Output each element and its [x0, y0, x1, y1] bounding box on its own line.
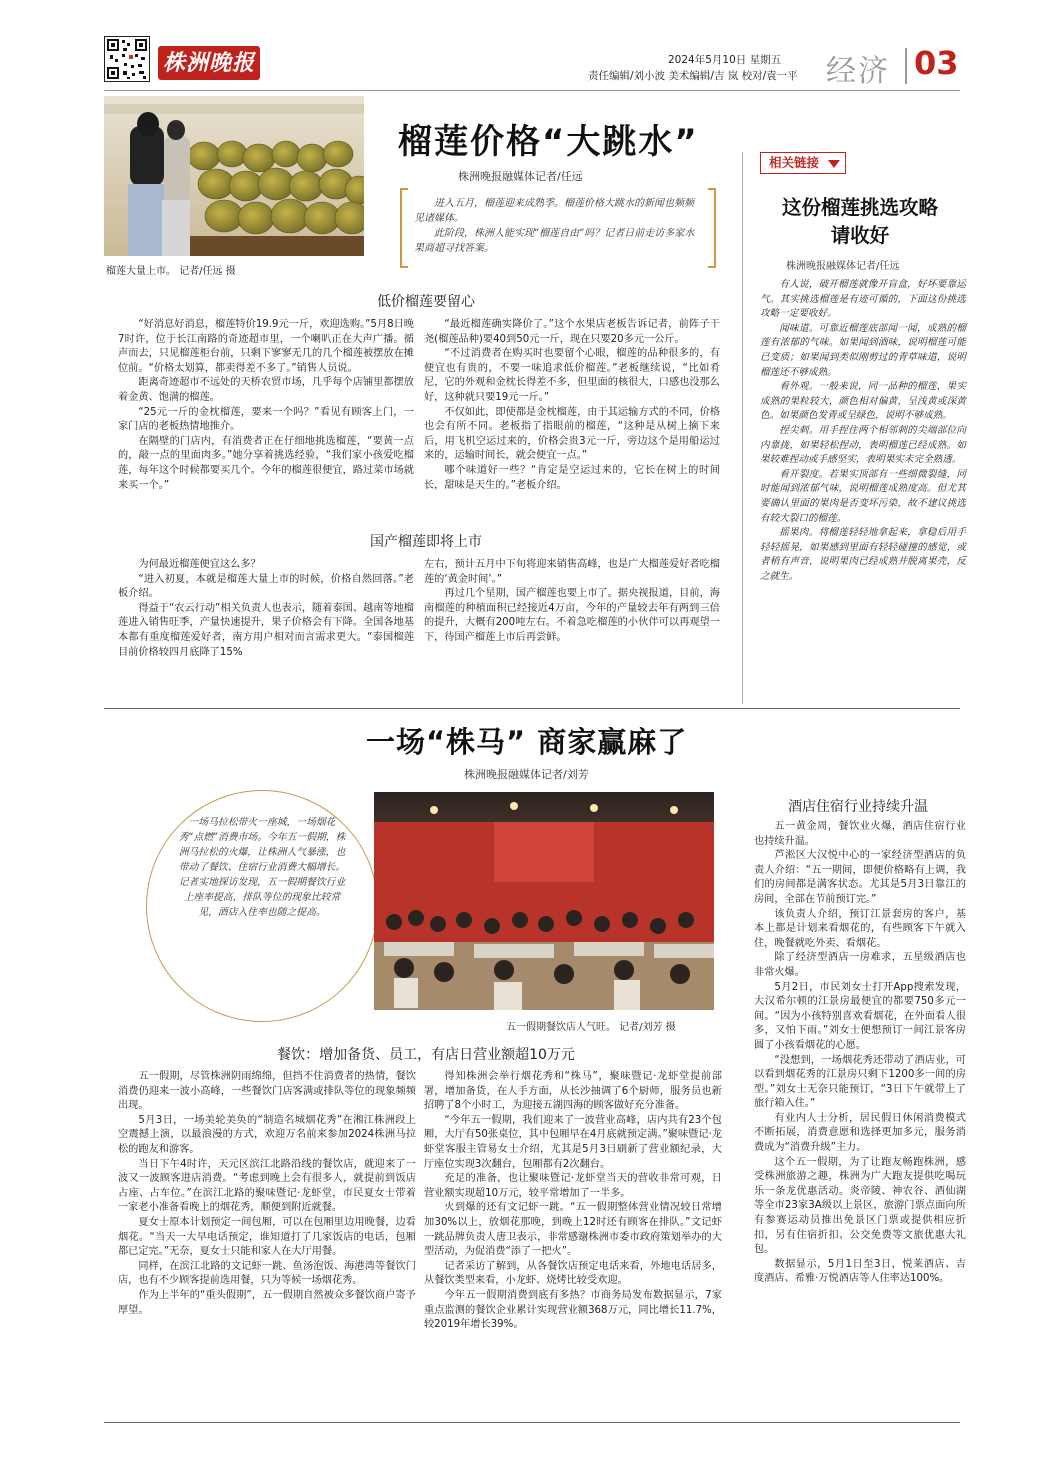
sidebar-tag	[760, 152, 846, 174]
paragraph: 不仅如此，即使都是金枕榴莲，由于其运输方式的不同，价格也会有所不同。老板指了指眼前的榴莲，“这种是从树上摘下来后，用飞机空运过来的，价格会贵3元一斤，旁边这个是用船运过来的，运输时间长，就会便宜一点。”	[424, 406, 720, 462]
article2-lead: 一场马拉松带火一座城，一场烟花秀“点燃”消费市场。今年五一假期，株洲马拉松的火爆，让株洲人气暴涨，也带动了餐饮、住宿行业消费大幅增长。记者实地探访发现，五一假期餐饮行业上座率提高，排队等位的现象比较常见，酒店入住率也随之提高。	[178, 817, 346, 918]
article2-byline: 株洲晚报融媒体记者/刘芳	[464, 768, 589, 781]
paragraph: 芦淞区大汉悦中心的一家经济型酒店的负责人介绍：“五一期间，即便价格略有上调，我们的房间都是满客状态。尤其是5月3日靠江的房间，全部在节前预订完。”	[754, 850, 966, 905]
paragraph: 为何最近榴莲便宜这么多？	[138, 559, 261, 570]
restaurant-photo	[374, 792, 714, 1010]
masthead-text: 株洲晚报	[162, 50, 255, 76]
durian-photo	[104, 96, 364, 256]
paragraph: 有业内人士分析，居民假日休闲消费模式不断拓展，消费意愿和选择更加多元，服务消费成为“消费升级”主力。	[754, 1112, 966, 1154]
article2-lead-circle	[146, 790, 378, 1022]
article2-col1	[118, 1070, 416, 1318]
paragraph: 当日下午4时许，天元区滨江北路沿线的餐饮店，就迎来了一波又一波顾客进店消费。“考虑到晚上会有很多人，就提前到饭店占座、占车位。”在滨江北路的聚味暨记·龙虾堂，市民夏女士带着一家老小准备看晚上的烟花秀，顺便到附近就餐。	[118, 1158, 416, 1214]
article1-col2	[424, 318, 720, 493]
paragraph: 左右，预计五月中下旬将迎来销售高峰，也是广大榴莲爱好者吃榴莲的‘黄金时间’。”	[424, 559, 720, 585]
article1-byline: 株洲晚报融媒体记者/任远	[458, 170, 583, 183]
footer-rule	[104, 1422, 960, 1423]
lead-bracket-right	[708, 188, 716, 268]
paragraph: 闻味道。可靠近榴莲底部闻一闻，成熟的榴莲有浓郁的气味。如果闻到酒味，说明榴莲可能已变质；如果闻到类似刚剪过的青草味道，说明榴莲还不够成熟。	[760, 322, 966, 378]
article1-lead	[414, 196, 700, 256]
section-catering-title: 餐饮：增加备货、员工，有店日营业额超10万元	[277, 1047, 575, 1063]
paragraph: 看外观。一般来说，同一品种的榴莲，果实成熟的果粒较大，颜色相对偏黄，呈浅黄或深黄色。如果颜色发青或呈绿色，说明不够成熟。	[760, 381, 966, 422]
paragraph: 作为上半年的“重头假期”，五一假期自然被众多餐饮商户寄予厚望。	[118, 1289, 416, 1316]
sidebar-body	[760, 278, 966, 584]
paragraph: 今年五一假期消费到底有多热？市商务局发布数据显示，7家重点监测的餐饮企业累计实现营业额368万元，同比增长11.7%，较2019年增长39%。	[424, 1289, 722, 1331]
editor-credits: 责任编辑/刘小波 美术编辑/吉 岚 校对/袁一平	[588, 70, 798, 82]
restaurant-photo-caption: 五一假期餐饮店人气旺。 记者/刘芳 摄	[506, 1022, 676, 1033]
article1-col4	[424, 558, 720, 646]
paragraph: 夏女士原本计划预定一间包厢，可以在包厢里边用晚餐，边看烟花。“当天一大早电话预定，谁知道打了几家饭店的电话，包厢都已定完。”无奈，夏女士只能和家人在大厅用餐。	[118, 1216, 416, 1258]
page-number: 03	[914, 44, 959, 82]
paragraph: 哪个味道好一些？“肯定是空运过来的，它长在树上的时间长，甜味是天生的。”老板介绍。	[424, 464, 720, 491]
sidebar-tag-text: 相关链接	[769, 155, 820, 170]
sidebar-byline: 株洲晚报融媒体记者/任远	[786, 261, 900, 272]
paragraph: 摇果肉。将榴莲轻轻地拿起来，拿稳后用手轻轻摇晃，如果感到里面有轻轻碰撞的感觉，或者稍有声音，说明果肉已经成熟并脱离果壳，反之就生。	[760, 527, 966, 582]
article1-title: 榴莲价格“大跳水”	[398, 122, 699, 162]
paragraph: 得知株洲会举行烟花秀和“株马”，聚味暨记·龙虾堂提前部署，增加备货，在人手方面，从长沙抽调了6个厨师，服务员也新招聘了8个小时工，为迎接五湖四海的顾客做好充分准备。	[424, 1071, 722, 1112]
paragraph: 5月2日，市民刘女士打开App搜索发现，大汉希尔顿的江景房最便宜的都要750多元一间。“因为小孩特别喜欢看烟花，在外面看人很多，又怕下雨。”刘女士便想预订一间江景客房圆了小孩看烟花的心愿。	[754, 981, 966, 1051]
sidebar-title-line: 这份榴莲挑选攻略	[781, 196, 938, 219]
article2-col3	[754, 820, 966, 1287]
paragraph: 记者采访了解到，从各餐饮店预定电话来看，外地电话居多，从餐饮类型来看，小龙虾、烧烤比较受欢迎。	[424, 1260, 722, 1287]
paragraph: 在隔壁的门店内，有消费者正在仔细地挑选榴莲，“要黄一点的，敲一点的里面肉多。”她分享着挑选经验，“我们家小孩爱吃榴莲，每年这个时候都要买几个。今年的榴莲很便宜，路过菜市场就来买一个。”	[118, 435, 414, 491]
lead-paragraph: 进入五月，榴莲迎来成熟季。榴莲价格大跳水的新闻也频频见诸媒体。	[414, 198, 694, 224]
paragraph: 有人说，破开榴莲就像开盲盒，好坏要靠运气。其实挑选榴莲是有迹可循的，下面这份挑选攻略一定要收好。	[760, 279, 966, 320]
article1-col3	[118, 558, 414, 660]
paragraph: 充足的准备，也让聚味暨记·龙虾堂当天的营收非常可观，日营业额实现超10万元，较平常增加了一半多。	[424, 1173, 722, 1199]
paragraph: “25元一斤的金枕榴莲，要来一个吗？”看见有顾客上门，一家门店的老板热情地推介。	[118, 406, 414, 433]
paragraph: “进入初夏，本就是榴莲大量上市的时候，价格自然回落。”老板介绍。	[118, 573, 414, 600]
paragraph: “最近榴莲确实降价了。”这个水果店老板告诉记者，前阵子干尧(榴莲品种)要40到50元一斤，现在只要20多元一公斤。	[424, 319, 720, 345]
section-hotel-title: 酒店住宿行业持续升温	[788, 799, 928, 815]
paragraph: “今年五一假期，我们迎来了一波营业高峰，店内共有23个包厢，大厅有50张桌位，其中包厢早在4月底就预定满。”聚味暨记·龙虾堂客服主管易女士介绍，尤其是5月3日刷新了营业额纪录，大厅座位实现3次翻台，包厢都有2次翻台。	[424, 1114, 722, 1170]
section-name: 经济	[826, 54, 890, 89]
paragraph: 捏尖刺。用手捏住两个相邻刺的尖端部位向内靠拢，如果轻松捏动，表明榴莲已经成熟。如果较难捏动或手感坚实，表明果实未完全熟透。	[760, 424, 966, 466]
paragraph: 五一假期，尽管株洲阴雨绵绵，但挡不住消费者的热情，餐饮消费仍迎来一波小高峰，一些餐饮门店客满或排队等位的现象频频出现。	[118, 1071, 416, 1112]
sidebar-title	[754, 194, 966, 250]
article1-col1	[118, 318, 414, 493]
paragraph: 该负责人介绍，预订江景套房的客户，基本上都是计划来看烟花的，有些顾客下午就入住，晚餐就吃外卖、看烟花。	[754, 908, 966, 949]
paragraph: 除了经济型酒店一房难求，五星级酒店也非常火爆。	[754, 952, 966, 978]
paragraph: 火到爆的还有文记虾一跳。“五一假期整体营业情况较日常增加30%以上，放烟花那晚，到晚上12时还有顾客在排队。”文记虾一跳品牌负责人唐卫表示，非常感谢株洲市委市政府策划举办的大型活动，为促消费“添了一把火”。	[424, 1202, 722, 1258]
masthead-logo	[158, 46, 260, 80]
lead-bracket-left	[400, 188, 408, 268]
paragraph: 数据显示，5月1日至3日，悦莱酒店、吉度酒店、希雅·万悦酒店等人住率达100%。	[754, 1258, 966, 1285]
paragraph: 距离奇迹超市不远处的天桥农贸市场，几乎每个店铺里都摆放着金黄、饱满的榴莲。	[118, 377, 414, 403]
durian-photo-caption: 榴莲大量上市。 记者/任远 摄	[106, 266, 236, 277]
section-divider	[905, 48, 907, 84]
article2-title: 一场“株马” 商家赢麻了	[366, 725, 688, 759]
paragraph: 这个五一假期，为了让跑友畅跑株洲，感受株洲旅游之趣，株洲为广大跑友提供吃喝玩乐一条龙优惠活动。炎帝陵、神农谷、酒仙湖等全市23家3A级以上景区，旅游门票点面向所有参赛运动员推出免景区门票或提供相应折扣，另有住宿折扣、公交免费等文旅优惠大礼包。	[754, 1156, 966, 1256]
article-separator	[104, 708, 960, 709]
section-low-price-title: 低价榴莲要留心	[377, 294, 475, 310]
paragraph: “不过消费者在购买时也要留个心眼，榴莲的品种很多的，有便宜也有贵的，不要一味追求低价榴莲。”老板继续说，“比如肴尼，它的外观和金枕长得差不多，但里面的核很大，口感也没那么好，这种就只要19元一斤。”	[424, 348, 720, 403]
paragraph: 同样，在滨江北路的文记虾一跳、鱼汤泡饭、海港湾等餐饮门店，也有不少顾客提前选用餐，只为等候一场烟花秀。	[118, 1260, 416, 1287]
paragraph: 看开裂度。若果实顶部有一些细微裂缝，同时能闻到浓郁气味，说明榴莲成熟度高。但尤其要确认里面的果肉是否变坏污染，故不建议挑选有较大裂口的榴莲。	[760, 468, 966, 524]
paragraph: 5月3日，一场美轮美奂的“制造名城烟花秀”在湘江株洲段上空震撼上演，以最浪漫的方式，欢迎万名前来参加2024株洲马拉松的跑友和游客。	[118, 1114, 416, 1155]
paragraph: 得益于“农云行动”相关负责人也表示，随着泰国、越南等地榴莲进入销售旺季，产量快速提升，果子价格会有下降。全国各地基本都有重度榴莲爱好者，南方用户相对而言需求更大。“泰国榴莲目前价格较四月底降了15%	[118, 602, 414, 658]
paragraph: “好消息好消息，榴莲特价19.9元一斤，欢迎选购。”5月8日晚7时许，位于长江南路的奇迹超市里，一个喇叭正在大声广播。循声而去，只见榴莲柜台前，只剩下寥寥无几的几个榴莲被摆放在摊位前。“价格太划算，都卖得差不多了。”销售人员说。	[118, 319, 414, 374]
paragraph: “没想到，一场烟花秀还带动了酒店业，可以看到烟花秀的江景房只剩下1200多一间的房型。”刘女士无奈只能预订，“3日下午就带上了旅行箱入住。”	[754, 1054, 966, 1110]
lead-paragraph: 此阶段，株洲人能实现“榴莲自由”吗？记者日前走访多家水果商超寻找答案。	[414, 228, 695, 254]
paragraph: 五一黄金周，餐饮业火爆，酒店住宿行业也持续升温。	[754, 821, 966, 847]
issue-date: 2024年5月10日 星期五	[668, 54, 782, 66]
article2-col2	[424, 1070, 722, 1333]
header-rule	[104, 90, 960, 91]
sidebar-vertical-rule	[742, 152, 743, 704]
sidebar-title-line: 请收好	[830, 224, 890, 247]
qr-code	[104, 36, 150, 82]
section-domestic-title: 国产榴莲即将上市	[370, 534, 482, 550]
triangle-down-icon	[828, 160, 840, 168]
paragraph: 再过几个星期，国产榴莲也要上市了。据央视报道，目前，海南榴莲的种植面积已经接近4万亩，今年的产量较去年有两到三倍的提升，大概有200吨左右。不着急吃榴莲的小伙伴可以再观望一下，待国产榴莲上市后再尝鲜。	[424, 588, 720, 643]
